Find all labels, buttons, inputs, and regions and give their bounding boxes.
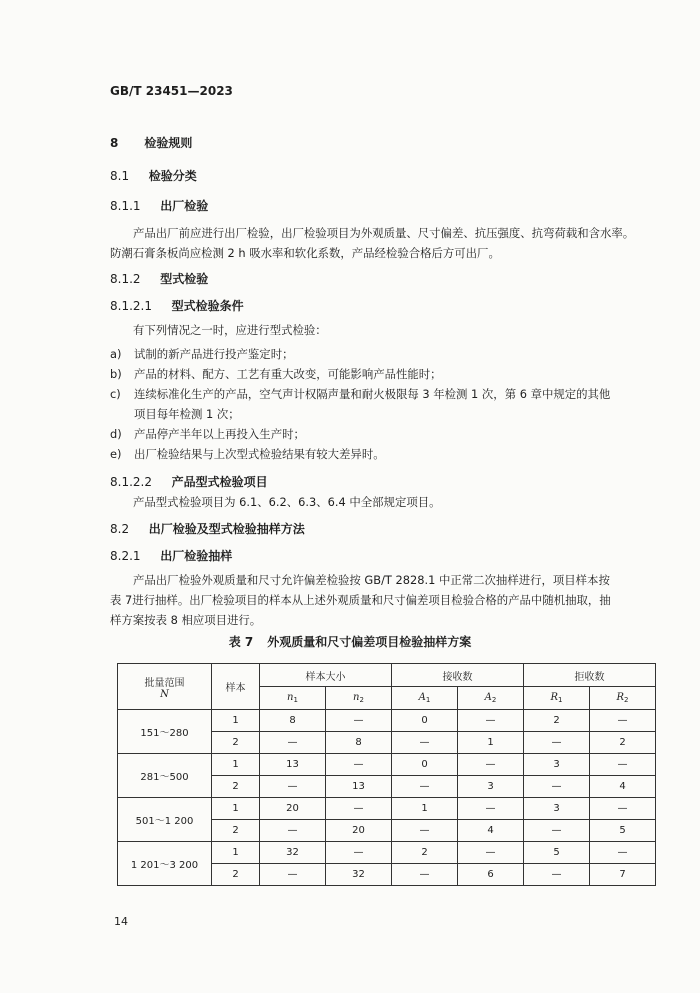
n1-cell: 13 [260, 754, 326, 776]
heading-8-1-2-1 [110, 297, 244, 314]
list-label: d) [110, 427, 122, 441]
heading-number: 8 [110, 136, 119, 150]
heading-title: 出厂检验及型式检验抽样方法 [148, 522, 305, 536]
heading-8-1 [110, 167, 197, 184]
sample-cell: 1 [212, 798, 260, 820]
header-symbol: N [160, 688, 169, 700]
a1-cell: — [392, 820, 458, 842]
n1-cell: — [260, 732, 326, 754]
heading-title: 产品型式检验项目 [171, 475, 268, 489]
heading-number: 8.2 [110, 522, 130, 536]
list-label: e) [110, 447, 122, 461]
sample-cell: 2 [212, 864, 260, 886]
heading-8-1-1 [110, 197, 208, 214]
r1-cell: 2 [524, 710, 590, 732]
a2-cell: — [458, 798, 524, 820]
heading-number: 8.1.1 [110, 199, 141, 213]
n1-cell: 20 [260, 798, 326, 820]
sample-cell: 2 [212, 820, 260, 842]
r1-cell: — [524, 732, 590, 754]
r1-cell: 5 [524, 842, 590, 864]
header-sample-size: 样本大小 [260, 664, 392, 687]
list-text: 试制的新产品进行投产鉴定时； [134, 347, 294, 361]
list-label: b) [110, 367, 122, 381]
sample-cell: 1 [212, 842, 260, 864]
r1-cell: — [524, 864, 590, 886]
r2-cell: — [590, 754, 656, 776]
list-text: 项目每年检测 1 次； [134, 407, 240, 421]
paragraph-8-1-1-line-1: 产品出厂前应进行出厂检验，出厂检验项目为外观质量、尺寸偏差、抗压强度、抗弯荷载和含水率。 [133, 226, 635, 240]
list-text: 出厂检验结果与上次型式检验结果有较大差异时。 [134, 447, 385, 461]
heading-number: 8.1.2.2 [110, 475, 152, 489]
paragraph-8-1-2-2: 产品型式检验项目为 6.1、6.2、6.3、6.4 中全部规定项目。 [133, 495, 441, 509]
header-a2: $A_2$ [458, 687, 524, 710]
paragraph-8-2-1-line-3: 样方案按表 8 相应项目进行。 [110, 613, 262, 627]
heading-number: 8.2.1 [110, 549, 141, 563]
r1-cell: 3 [524, 798, 590, 820]
list-label: c) [110, 387, 121, 401]
heading-title: 型式检验 [160, 272, 209, 286]
list-item [110, 366, 442, 382]
heading-title: 型式检验条件 [171, 299, 244, 313]
r1-cell: — [524, 820, 590, 842]
a1-cell: — [392, 776, 458, 798]
standard-number: GB/T 23451—2023 [110, 84, 233, 98]
heading-8-1-2 [110, 270, 208, 287]
sample-cell: 1 [212, 754, 260, 776]
table-caption-title: 外观质量和尺寸偏差项目检验抽样方案 [267, 635, 472, 649]
list-text: 连续标准化生产的产品，空气声计权隔声量和耐火极限每 3 年检测 1 次，第 6 章中规定的其他 [134, 387, 611, 401]
table-row [118, 754, 656, 776]
n2-cell: — [326, 842, 392, 864]
a2-cell: 6 [458, 864, 524, 886]
a2-cell: 1 [458, 732, 524, 754]
batch-range-cell: 281～500 [118, 754, 212, 798]
header-n1: $n_1$ [260, 687, 326, 710]
r2-cell: — [590, 710, 656, 732]
heading-title: 检验规则 [144, 136, 193, 150]
heading-title: 检验分类 [148, 169, 197, 183]
list-item [110, 346, 293, 362]
list-item-continuation [110, 406, 240, 422]
n1-cell: 8 [260, 710, 326, 732]
header-label: 批量范围 [144, 677, 185, 689]
a2-cell: 3 [458, 776, 524, 798]
a1-cell: — [392, 732, 458, 754]
a1-cell: 0 [392, 710, 458, 732]
table-7-caption [0, 633, 700, 650]
list-text: 产品的材料、配方、工艺有重大改变，可能影响产品性能时； [134, 367, 442, 381]
r1-cell: 3 [524, 754, 590, 776]
n2-cell: — [326, 710, 392, 732]
sample-cell: 2 [212, 732, 260, 754]
header-batch-range [118, 664, 212, 710]
a2-cell: — [458, 754, 524, 776]
table-row [118, 798, 656, 820]
sample-cell: 2 [212, 776, 260, 798]
header-accept: 接收数 [392, 664, 524, 687]
heading-title: 出厂检验 [160, 199, 209, 213]
list-item [110, 446, 385, 462]
list-label: a) [110, 347, 122, 361]
n1-cell: — [260, 820, 326, 842]
r2-cell: 4 [590, 776, 656, 798]
header-sample: 样本 [212, 664, 260, 710]
heading-title: 出厂检验抽样 [160, 549, 233, 563]
batch-range-cell: 501～1 200 [118, 798, 212, 842]
a1-cell: 0 [392, 754, 458, 776]
r2-cell: — [590, 842, 656, 864]
a2-cell: — [458, 842, 524, 864]
r2-cell: 7 [590, 864, 656, 886]
r2-cell: 2 [590, 732, 656, 754]
n2-cell: 8 [326, 732, 392, 754]
heading-8-2 [110, 520, 305, 537]
paragraph-8-1-1-line-2: 防潮石膏条板尚应检测 2 h 吸水率和软化系数，产品经检验合格后方可出厂。 [110, 246, 500, 260]
header-r1: $R_1$ [524, 687, 590, 710]
batch-range-cell: 151～280 [118, 710, 212, 754]
paragraph-8-2-1-line-1: 产品出厂检验外观质量和尺寸允许偏差检验按 GB/T 2828.1 中正常二次抽样进行，项目样本按 [133, 573, 610, 587]
r2-cell: 5 [590, 820, 656, 842]
n2-cell: — [326, 798, 392, 820]
table-row [118, 710, 656, 732]
a1-cell: 2 [392, 842, 458, 864]
heading-number: 8.1.2 [110, 272, 141, 286]
heading-8-1-2-2 [110, 473, 268, 490]
n2-cell: 13 [326, 776, 392, 798]
table-7 [117, 663, 656, 886]
header-reject: 拒收数 [524, 664, 656, 687]
n2-cell: — [326, 754, 392, 776]
n1-cell: — [260, 864, 326, 886]
a2-cell: 4 [458, 820, 524, 842]
heading-8 [110, 134, 192, 151]
table-row [118, 842, 656, 864]
sample-cell: 1 [212, 710, 260, 732]
heading-8-2-1 [110, 547, 232, 564]
a1-cell: — [392, 864, 458, 886]
header-r2: $R_2$ [590, 687, 656, 710]
r1-cell: — [524, 776, 590, 798]
n1-cell: 32 [260, 842, 326, 864]
n2-cell: 20 [326, 820, 392, 842]
paragraph-type-test-intro: 有下列情况之一时，应进行型式检验： [133, 323, 327, 337]
heading-number: 8.1.2.1 [110, 299, 152, 313]
header-n2: $n_2$ [326, 687, 392, 710]
paragraph-8-2-1-line-2: 表 7进行抽样。出厂检验项目的样本从上述外观质量和尺寸偏差项目检验合格的产品中随机抽取，抽 [110, 593, 611, 607]
n2-cell: 32 [326, 864, 392, 886]
a1-cell: 1 [392, 798, 458, 820]
list-item [110, 426, 305, 442]
list-text: 产品停产半年以上再投入生产时； [134, 427, 305, 441]
list-item [110, 386, 610, 402]
a2-cell: — [458, 710, 524, 732]
header-a1: $A_1$ [392, 687, 458, 710]
heading-number: 8.1 [110, 169, 130, 183]
page-number: 14 [114, 915, 128, 928]
r2-cell: — [590, 798, 656, 820]
n1-cell: — [260, 776, 326, 798]
batch-range-cell: 1 201～3 200 [118, 842, 212, 886]
table-caption-number: 表 7 [228, 635, 254, 649]
